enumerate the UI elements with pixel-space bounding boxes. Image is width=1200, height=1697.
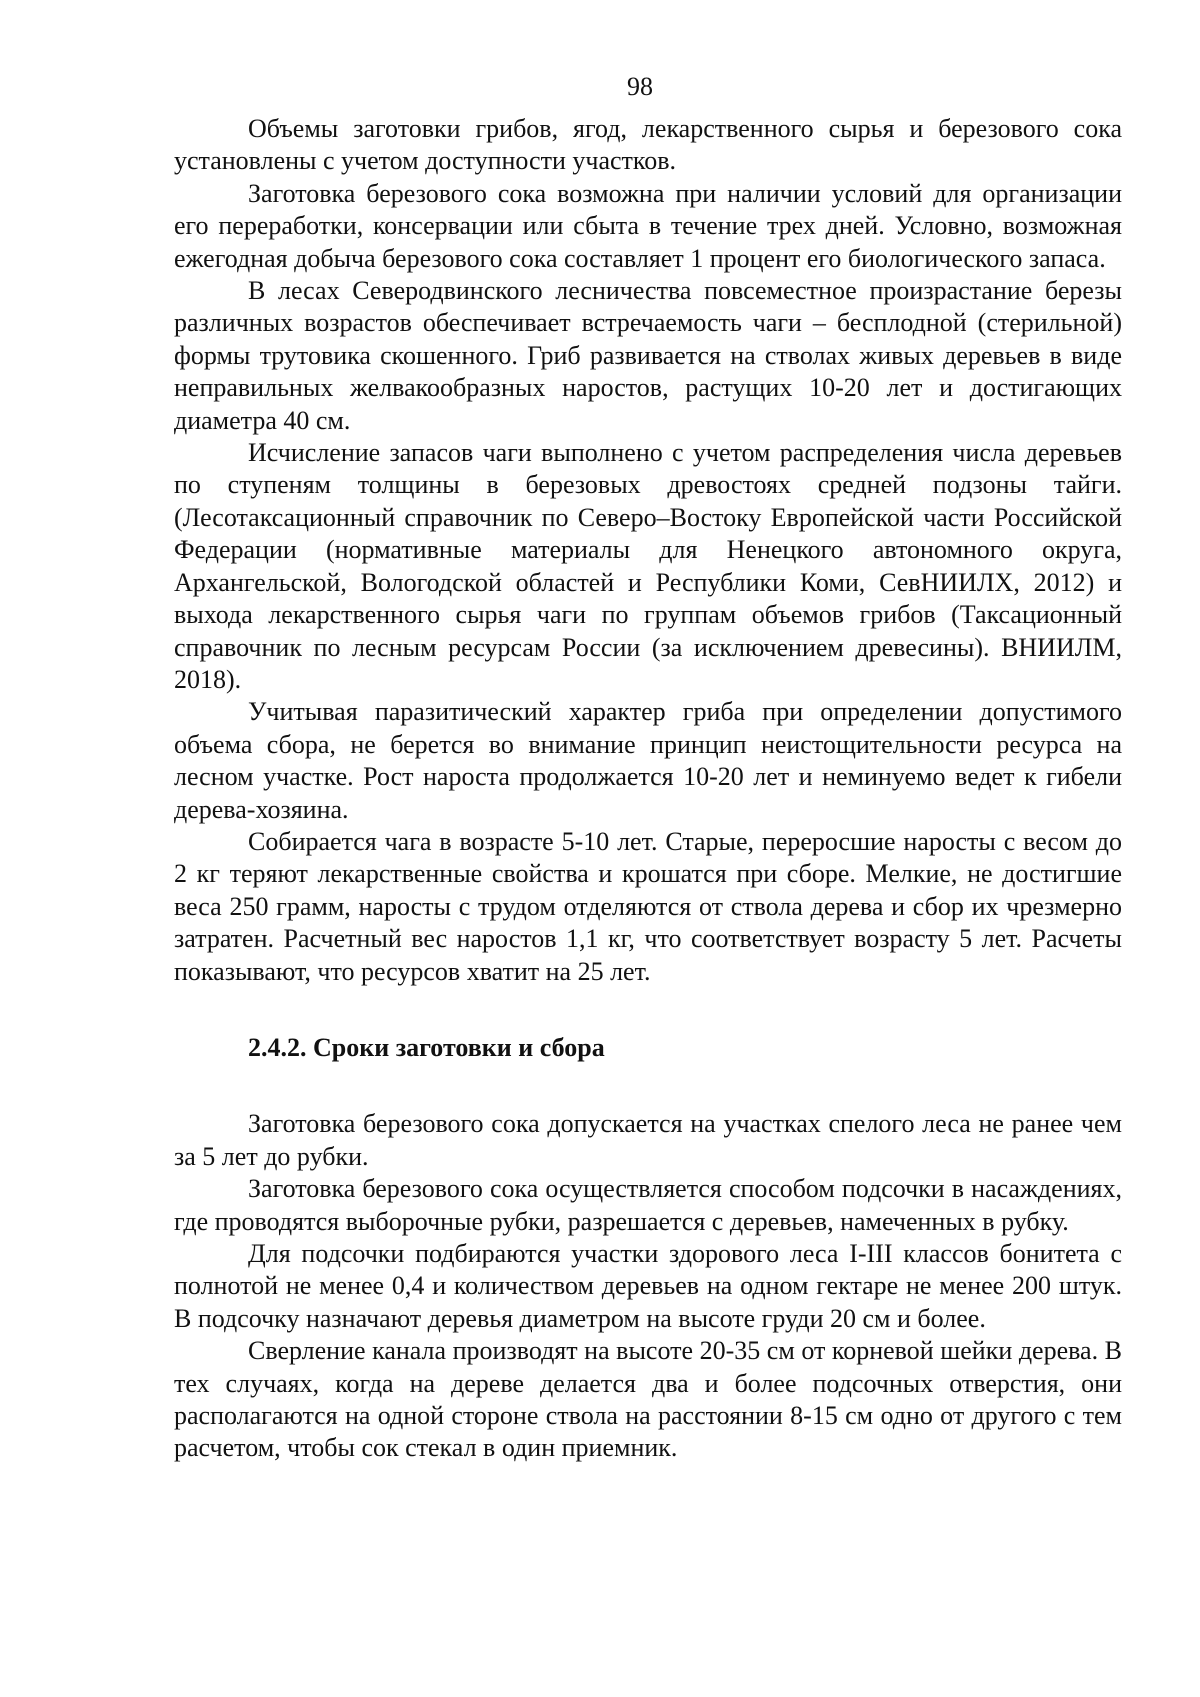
section-heading: 2.4.2. Сроки заготовки и сбора (248, 1032, 605, 1062)
paragraph-sap-harvest-timing: Заготовка березового сока допускается на участках спелого леса не ранее чем за 5 лет до рубки. (174, 1109, 1122, 1171)
paragraph-chaga-reserves: Исчисление запасов чаги выполнено с учетом распределения числа деревьев по ступеням толщины в березовых древостоях средней подзоны тайги. (Лесотаксационный справочник по Северо–Востоку Европейской части Российской Федерации (нормативные материалы для Ненецкого автономного округа, Архангельской, Вологодской областей и Республики Коми, СевНИИЛХ, 2012) и выхода лекарственного сырья чаги по группам объемов грибов (Таксационный справочник по лесным ресурсам России (за исключением древесины). ВНИИЛМ, 2018). (174, 438, 1122, 694)
paragraph-birch-sap-harvest: Заготовка березового сока возможна при наличии условий для организации его переработки, консервации или сбыта в течение трех дней. Условно, возможная ежегодная добыча березового сока составляет 1 процент его биологического запаса. (174, 178, 1122, 273)
paragraph-tapping-method: Заготовка березового сока осуществляется способом подсочки в насаждениях, где проводятся выборочные рубки, разрешается с деревьев, намеченных в рубку. (174, 1174, 1122, 1236)
paragraph-harvest-volumes: Объемы заготовки грибов, ягод, лекарственного сырья и березового сока установлены с учетом доступности участков. (174, 114, 1122, 176)
paragraph-chaga-occurrence: В лесах Северодвинского лесничества повсеместное произрастание березы различных возрастов обеспечивает встречаемость чаги – бесплодной (стерильной) формы трутовика скошенного. Гриб развивается на стволах живых деревьев в виде неправильных желвакообразных наростов, растущих 10-20 лет и достигающих диаметра 40 см. (174, 276, 1122, 435)
paragraph-chaga-collection-age: Собирается чага в возрасте 5-10 лет. Старые, переросшие наросты с весом до 2 кг теряют лекарственные свойства и крошатся при сборе. Мелкие, не достигшие веса 250 грамм, наросты с трудом отделяются от ствола дерева и сбор их чрезмерно затратен. Расчетный вес наростов 1,1 кг, что соответствует возрасту 5 лет. Расчеты показывают, что ресурсов хватит на 25 лет. (174, 826, 1122, 986)
paragraph-parasitic-nature: Учитывая паразитический характер гриба при определении допустимого объема сбора, не берется во внимание принцип неистощительности ресурса на лесном участке. Рост нароста продолжается 10-20 лет и неминуемо ведет к гибели дерева-хозяина. (174, 697, 1122, 824)
paragraph-drilling-channel: Сверление канала производят на высоте 20-35 см от корневой шейки дерева. В тех случаях, когда на дереве делается два и более подсочных отверстия, они располагаются на одной стороне ствола на расстоянии 8-15 см одно от другого с тем расчетом, чтобы сок стекал в один приемник. (174, 1336, 1122, 1463)
page-number: 98 (627, 72, 653, 101)
paragraph-tapping-site-selection: Для подсочки подбираются участки здорового леса I-III классов бонитета с полнотой не менее 0,4 и количеством деревьев на одном гектаре не менее 200 штук. В подсочку назначают деревья диаметром на высоте груди 20 см и более. (174, 1239, 1122, 1333)
document-body (174, 113, 1122, 1465)
